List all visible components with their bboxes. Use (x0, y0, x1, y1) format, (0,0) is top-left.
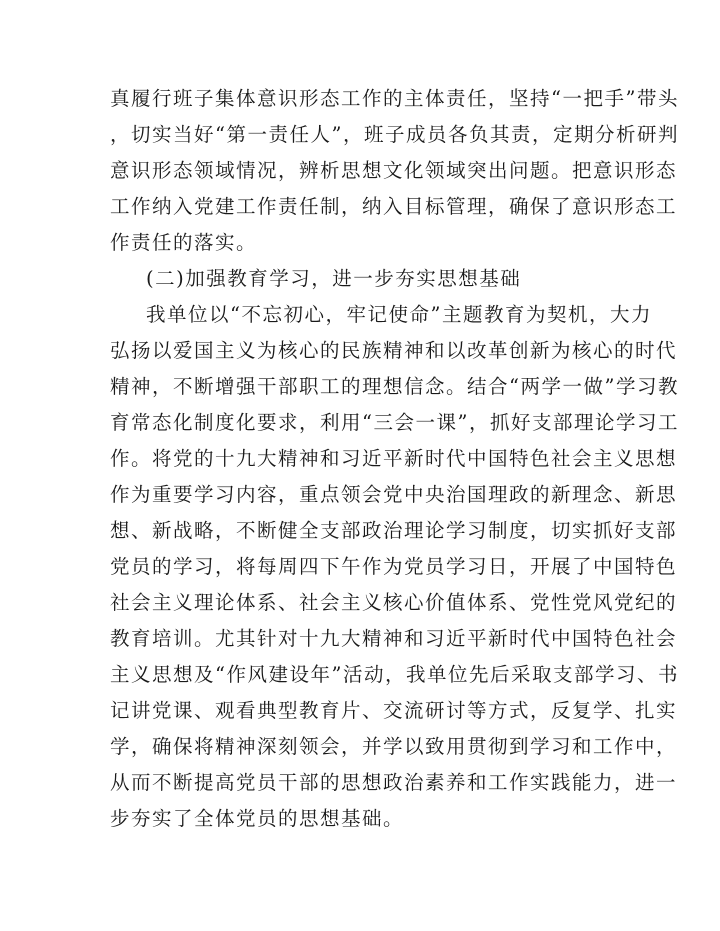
text-line: 精神，不断增强干部职工的理想信念。结合“两学一做”学习教 (110, 375, 679, 398)
section-heading: (二)加强教育学习，进一步夯实思想基础 (146, 267, 522, 290)
text-line: 我单位以“不忘初心，牢记使命”主题教育为契机，大力 (146, 303, 652, 326)
text-line: 意识形态领域情况，辨析思想文化领域突出问题。把意识形态 (110, 159, 678, 182)
text-line: 记讲党课、观看典型教育片、交流研讨等方式，反复学、扎实 (110, 699, 678, 722)
text-line: 教育培训。尤其针对十九大精神和习近平新时代中国特色社会 (110, 627, 678, 650)
text-line: 弘扬以爱国主义为核心的民族精神和以改革创新为核心的时代 (110, 339, 678, 362)
text-line: 工作纳入党建工作责任制，纳入目标管理，确保了意识形态工 (110, 195, 678, 218)
text-line: 社会主义理论体系、社会主义核心价值体系、党性党风党纪的 (110, 591, 678, 614)
text-line: 步夯实了全体党员的思想基础。 (110, 807, 405, 830)
text-line: 真履行班子集体意识形态工作的主体责任，坚持“一把手”带头 (110, 87, 679, 110)
text-line: 育常态化制度化要求，利用“三会一课”，抓好支部理论学习工 (110, 411, 679, 434)
text-line: 作为重要学习内容，重点领会党中央治国理政的新理念、新思 (110, 483, 678, 506)
text-line: 从而不断提高党员干部的思想政治素养和工作实践能力，进一 (110, 771, 678, 794)
text-line: 主义思想及“作风建设年”活动，我单位先后采取支部学习、书 (110, 663, 679, 686)
text-line: 党员的学习，将每周四下午作为党员学习日，开展了中国特色 (110, 555, 678, 578)
text-line: 作。将党的十九大精神和习近平新时代中国特色社会主义思想 (110, 447, 678, 470)
text-line: 学，确保将精神深刻领会，并学以致用贯彻到学习和工作中， (110, 735, 678, 758)
text-line: ，切实当好“第一责任人”，班子成员各负其责，定期分析研判 (110, 123, 679, 146)
text-line: 想、新战略，不断健全支部政治理论学习制度，切实抓好支部 (110, 519, 678, 542)
text-line: 作责任的落实。 (110, 231, 258, 254)
